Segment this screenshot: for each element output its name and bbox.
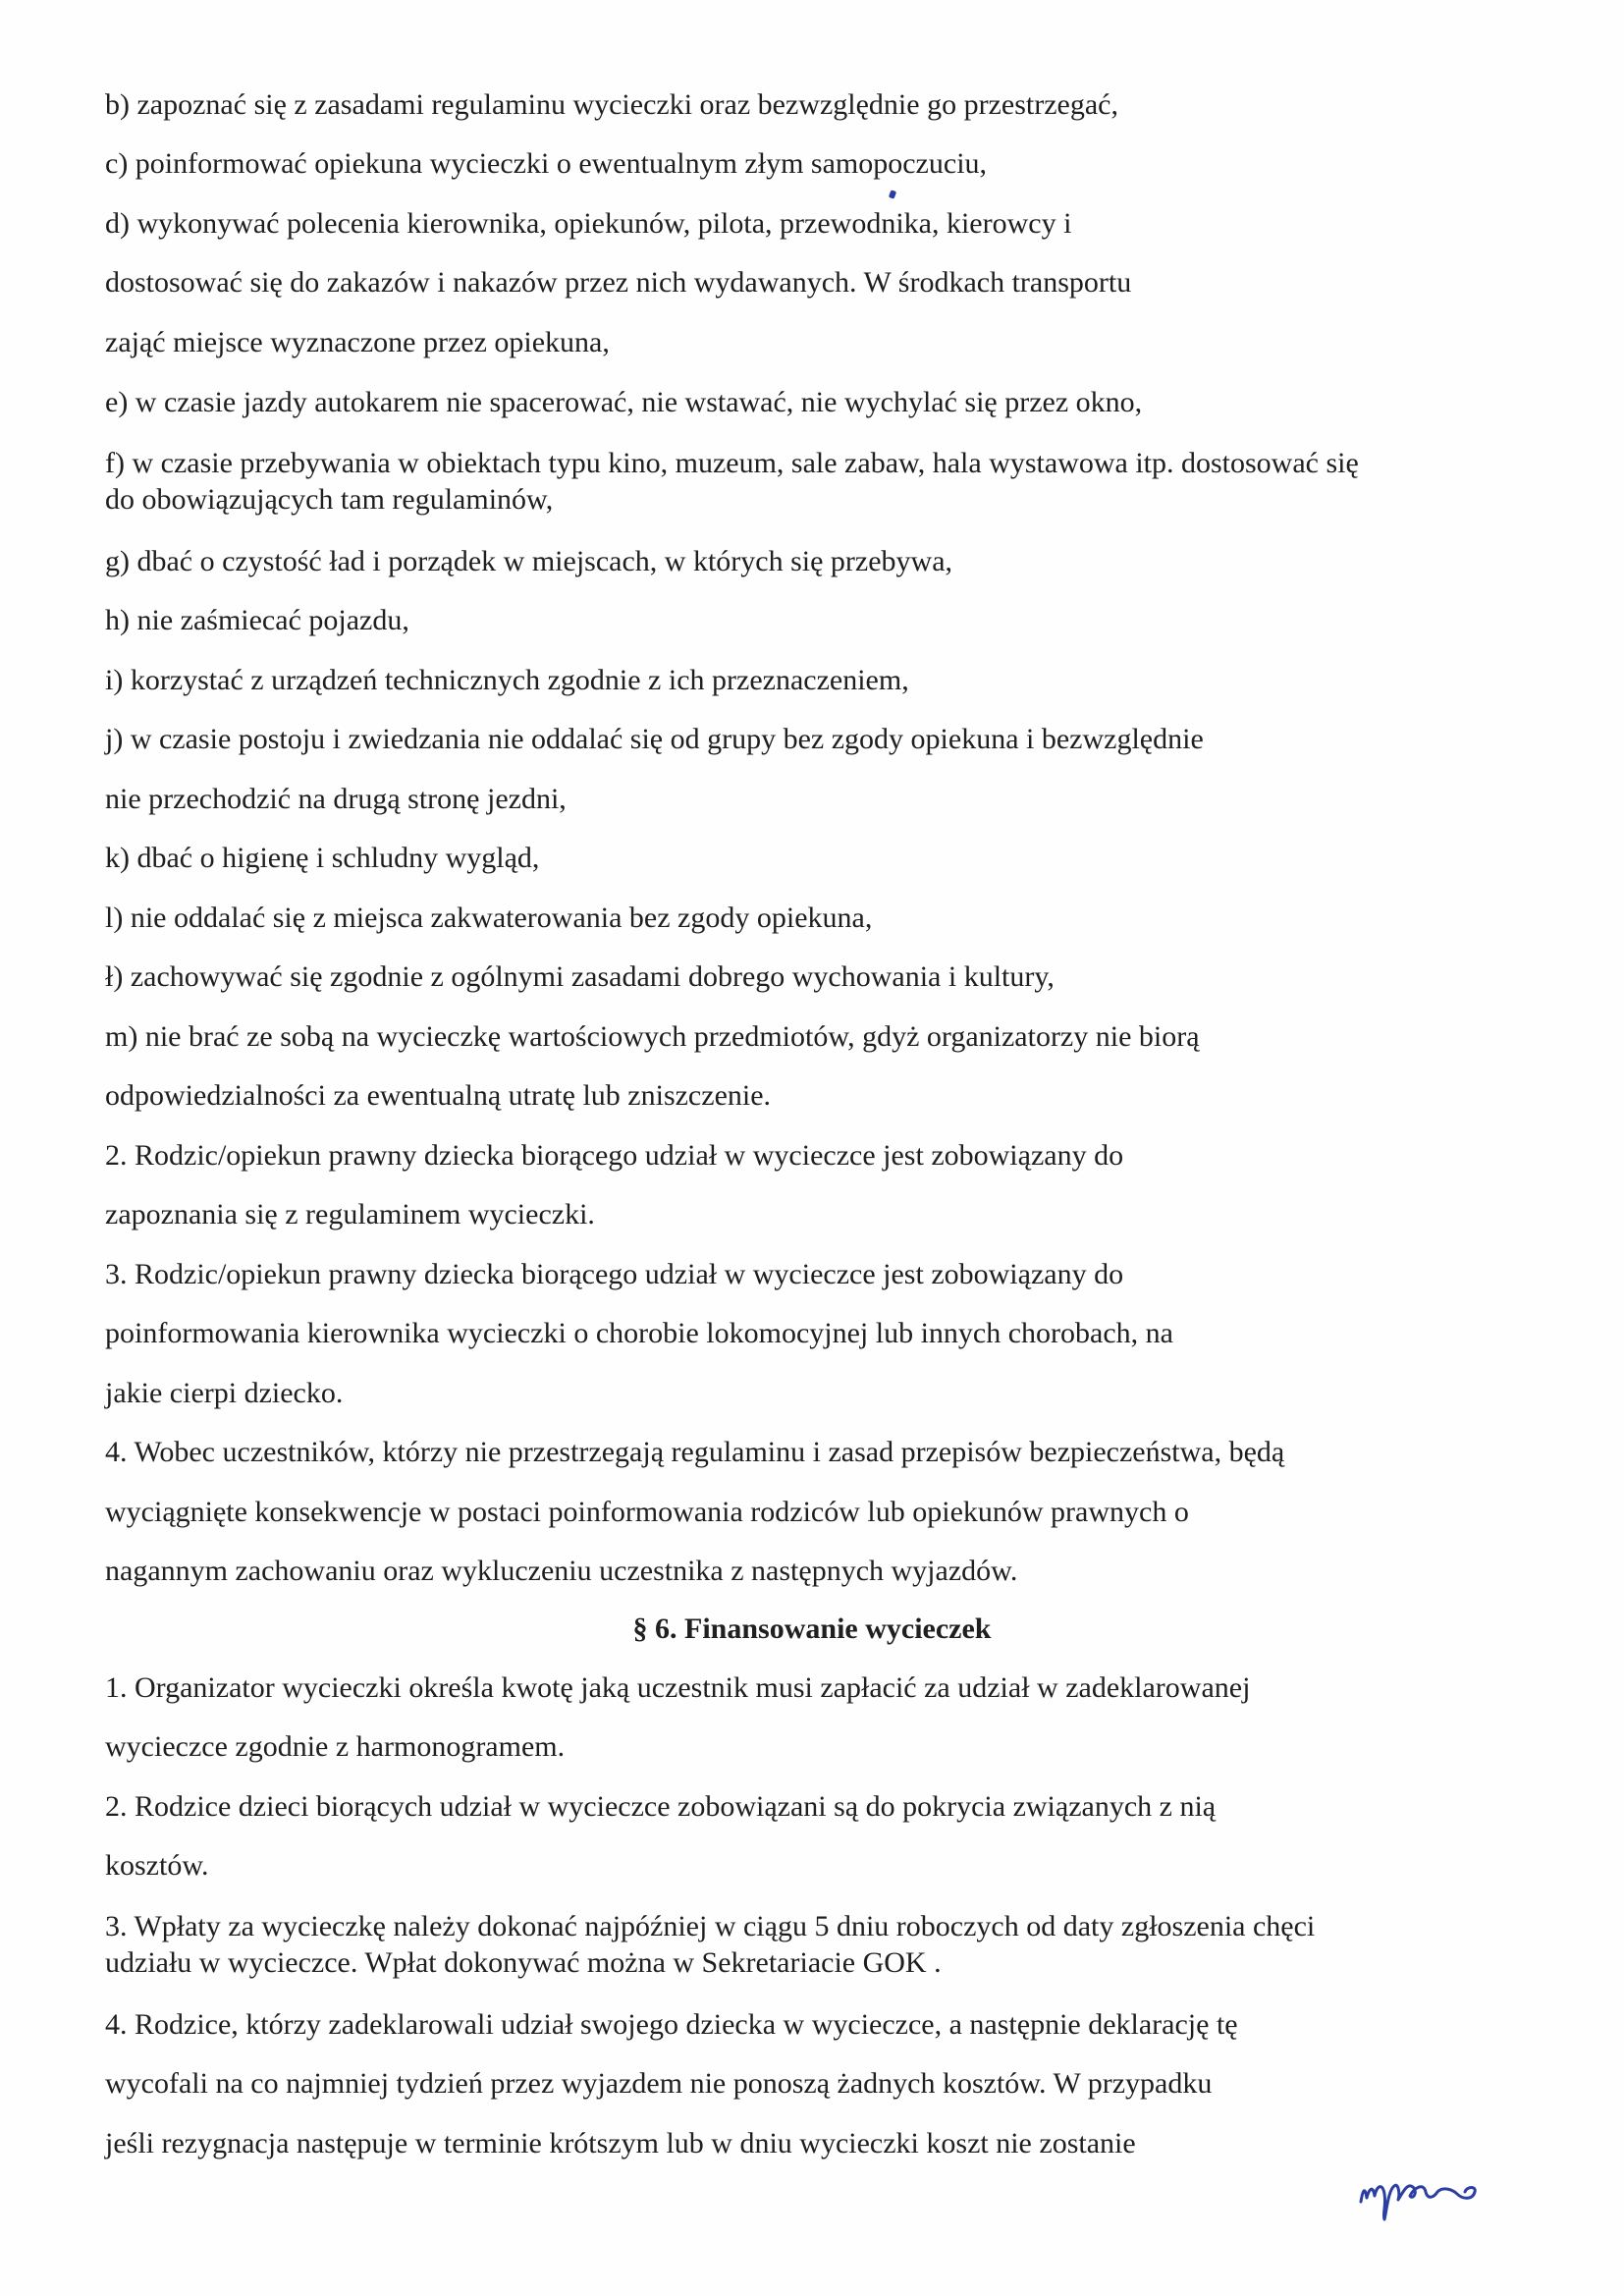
text-line: jeśli rezygnacja następuje w terminie krótszym lub w dniu wycieczki koszt nie zostanie	[105, 2127, 1136, 2159]
text-line: h) nie zaśmiecać pojazdu,	[105, 604, 409, 636]
text-line: b) zapoznać się z zasadami regulaminu wycieczki oraz bezwzględnie go przestrzegać,	[105, 88, 1118, 121]
text-line: 3. Rodzic/opiekun prawny dziecka biorącego udział w wycieczce jest zobowiązany do	[105, 1258, 1124, 1290]
text-line: d) wykonywać polecenia kierownika, opiekunów, pilota, przewodnika, kierowcy i	[105, 207, 1072, 240]
text-line: wycieczce zgodnie z harmonogramem.	[105, 1730, 566, 1763]
text-line: poinformowania kierownika wycieczki o chorobie lokomocyjnej lub innych chorobach, na	[105, 1317, 1173, 1349]
text-line: nagannym zachowaniu oraz wykluczeniu uczestnika z następnych wyjazdów.	[105, 1555, 1018, 1587]
text-line: jakie cierpi dziecko.	[105, 1377, 344, 1409]
text-line: do obowiązujących tam regulaminów,	[105, 483, 554, 516]
text-line: 2. Rodzice dzieci biorących udział w wycieczce zobowiązani są do pokrycia związanych z nią	[105, 1790, 1217, 1823]
signature-stroke	[1361, 2185, 1475, 2219]
handwritten-initials	[1355, 2160, 1492, 2229]
section-heading: § 6. Finansowanie wycieczek	[632, 1613, 992, 1645]
text-line: dostosować się do zakazów i nakazów przez nich wydawanych. W środkach transportu	[105, 266, 1132, 299]
text-line: 4. Rodzice, którzy zadeklarowali udział swojego dziecka w wycieczce, a następnie deklarację tę	[105, 2008, 1238, 2041]
text-line: zająć miejsce wyznaczone przez opiekuna,	[105, 326, 610, 358]
text-line: wycofali na co najmniej tydzień przez wyjazdem nie ponoszą żadnych kosztów. W przypadku	[105, 2067, 1213, 2100]
text-line: f) w czasie przebywania w obiektach typu kino, muzeum, sale zabaw, hala wystawowa itp. dostosować się	[105, 447, 1359, 479]
text-line: odpowiedzialności za ewentualną utratę lub zniszczenie.	[105, 1079, 772, 1112]
text-line: k) dbać o higienę i schludny wygląd,	[105, 842, 540, 874]
text-line: j) w czasie postoju i zwiedzania nie oddalać się od grupy bez zgody opiekuna i bezwzględnie	[105, 723, 1204, 755]
text-line: g) dbać o czystość ład i porządek w miejscach, w których się przebywa,	[105, 545, 953, 577]
text-line: m) nie brać ze sobą na wycieczkę wartościowych przedmiotów, gdyż organizatorzy nie biorą	[105, 1020, 1200, 1053]
text-line: 2. Rodzic/opiekun prawny dziecka biorącego udział w wycieczce jest zobowiązany do	[105, 1139, 1124, 1172]
text-line: 4. Wobec uczestników, którzy nie przestrzegają regulaminu i zasad przepisów bezpieczeństwa, będą	[105, 1436, 1285, 1468]
text-line: i) korzystać z urządzeń technicznych zgodnie z ich przeznaczeniem,	[105, 664, 909, 696]
text-line: e) w czasie jazdy autokarem nie spacerować, nie wstawać, nie wychylać się przez okno,	[105, 386, 1143, 418]
text-line: ł) zachowywać się zgodnie z ogólnymi zasadami dobrego wychowania i kultury,	[105, 960, 1055, 993]
text-line: wyciągnięte konsekwencje w postaci poinformowania rodziców lub opiekunów prawnych o	[105, 1496, 1189, 1528]
text-line: 1. Organizator wycieczki określa kwotę jaką uczestnik musi zapłacić za udział w zadeklarowanej	[105, 1671, 1251, 1704]
text-line: udziału w wycieczce. Wpłat dokonywać można w Sekretariacie GOK .	[105, 1946, 942, 1979]
text-line: c) poinformować opiekuna wycieczki o ewentualnym złym samopoczuciu,	[105, 147, 988, 180]
text-line: l) nie oddalać się z miejsca zakwaterowania bez zgody opiekuna,	[105, 902, 873, 934]
text-line: 3. Wpłaty za wycieczkę należy dokonać najpóźniej w ciągu 5 dniu roboczych od daty zgłoszenia chęci	[105, 1910, 1316, 1942]
text-line: nie przechodzić na drugą stronę jezdni,	[105, 783, 567, 815]
text-line: kosztów.	[105, 1849, 209, 1882]
ink-mark	[889, 190, 896, 199]
text-line: zapoznania się z regulaminem wycieczki.	[105, 1198, 595, 1230]
